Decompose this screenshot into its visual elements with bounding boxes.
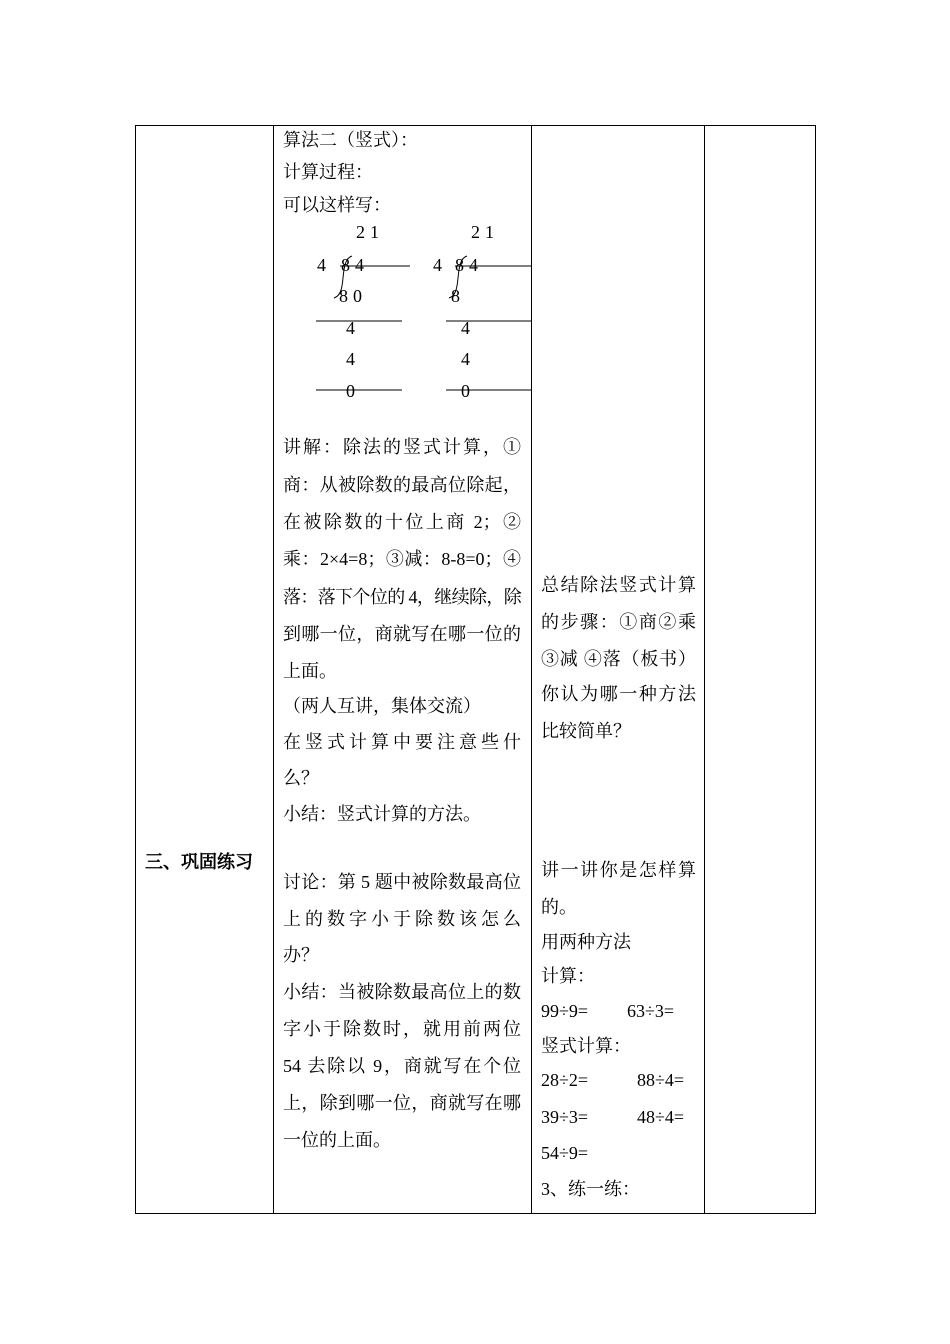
method-heading: 算法二（竖式）：	[283, 130, 418, 150]
explanation-line: 小结：竖式计算的方法。	[283, 804, 481, 824]
division-b-divisor: 4	[433, 255, 442, 275]
practice-line: 计算：	[541, 966, 595, 986]
division-b-brought-down: 4	[461, 318, 470, 338]
discussion-line: 办？	[283, 945, 319, 965]
discussion-line: 一位的上面。	[283, 1130, 391, 1150]
equation-item: 28÷2=	[541, 1070, 589, 1090]
division-b-quotient: 21	[471, 222, 499, 242]
discussion-line: 小结：当被除数最高位上的数	[283, 982, 521, 1002]
summary-line: 比较简单？	[541, 721, 631, 741]
practice-line: 用两种方法	[541, 932, 631, 952]
vertical-calc-label: 竖式计算：	[541, 1036, 631, 1056]
summary-line: 总结除法竖式计算	[541, 575, 696, 595]
explanation-line: 么？	[283, 768, 319, 788]
discussion-line: 上的数字小于除数该怎么	[283, 909, 521, 929]
explanation-line: 商：从被除数的最高位除起，	[283, 475, 521, 495]
explanation-line: 在被除数的十位上商 2；②	[283, 512, 521, 532]
division-a-first-product: 80	[339, 286, 367, 306]
explanation-line: 在竖式计算中要注意些什	[283, 732, 521, 752]
equation-item: 99÷9=	[541, 1001, 589, 1021]
division-a-divisor: 4	[317, 255, 326, 275]
cell-teacher-activity	[531, 125, 705, 1214]
practice-line: 讲一讲你是怎样算	[541, 860, 696, 880]
equation-item: 88÷4=	[637, 1070, 685, 1090]
discussion-line: 54 去除以 9，商就写在个位	[283, 1056, 521, 1076]
division-b-remainder: 0	[461, 381, 470, 401]
cell-process	[273, 125, 532, 1214]
lesson-plan-table	[135, 125, 816, 1214]
division-a-brought-down: 4	[346, 318, 355, 338]
cell-stage	[135, 125, 274, 1214]
exercise-label: 3、练一练：	[541, 1179, 640, 1199]
summary-line: 你认为哪一种方法	[541, 684, 696, 704]
process-label: 计算过程：	[283, 162, 373, 182]
summary-line: 的步骤：①商②乘	[541, 612, 696, 632]
explanation-line: 到哪一位，商就写在哪一位的	[283, 624, 521, 644]
summary-line: ③减 ④落（板书）	[541, 649, 696, 669]
discussion-line: 字小于除数时，就用前两位	[283, 1019, 521, 1039]
explanation-line: 乘：2×4=8；③减：8-8=0；④	[283, 549, 521, 569]
equation-item: 63÷3=	[627, 1001, 675, 1021]
practice-line: 的。	[541, 897, 577, 917]
equation-item: 39÷3=	[541, 1107, 589, 1127]
explanation-line: 落：落下个位的 4，继续除，除	[283, 587, 521, 607]
equation-item: 54÷9=	[541, 1143, 589, 1163]
stage-label: 三、巩固练习	[145, 852, 253, 872]
division-b-second-product: 4	[461, 349, 470, 369]
division-a-dividend: 84	[341, 255, 369, 275]
equation-item: 48÷4=	[637, 1107, 685, 1127]
discussion-line: 讨论：第 5 题中被除数最高位	[283, 872, 521, 892]
division-a-second-product: 4	[346, 349, 355, 369]
division-a-quotient: 21	[356, 222, 384, 242]
explanation-line: 讲解：除法的竖式计算，①	[283, 437, 521, 457]
write-label: 可以这样写：	[283, 195, 391, 215]
explanation-line: 上面。	[283, 661, 337, 681]
discussion-line: 上，除到哪一位，商就写在哪	[283, 1093, 521, 1113]
explanation-line: （两人互讲，集体交流）	[283, 696, 481, 716]
division-a-remainder: 0	[346, 381, 355, 401]
division-b-dividend: 84	[455, 255, 483, 275]
cell-notes	[704, 125, 816, 1214]
division-b-first-product: 8	[451, 286, 460, 306]
